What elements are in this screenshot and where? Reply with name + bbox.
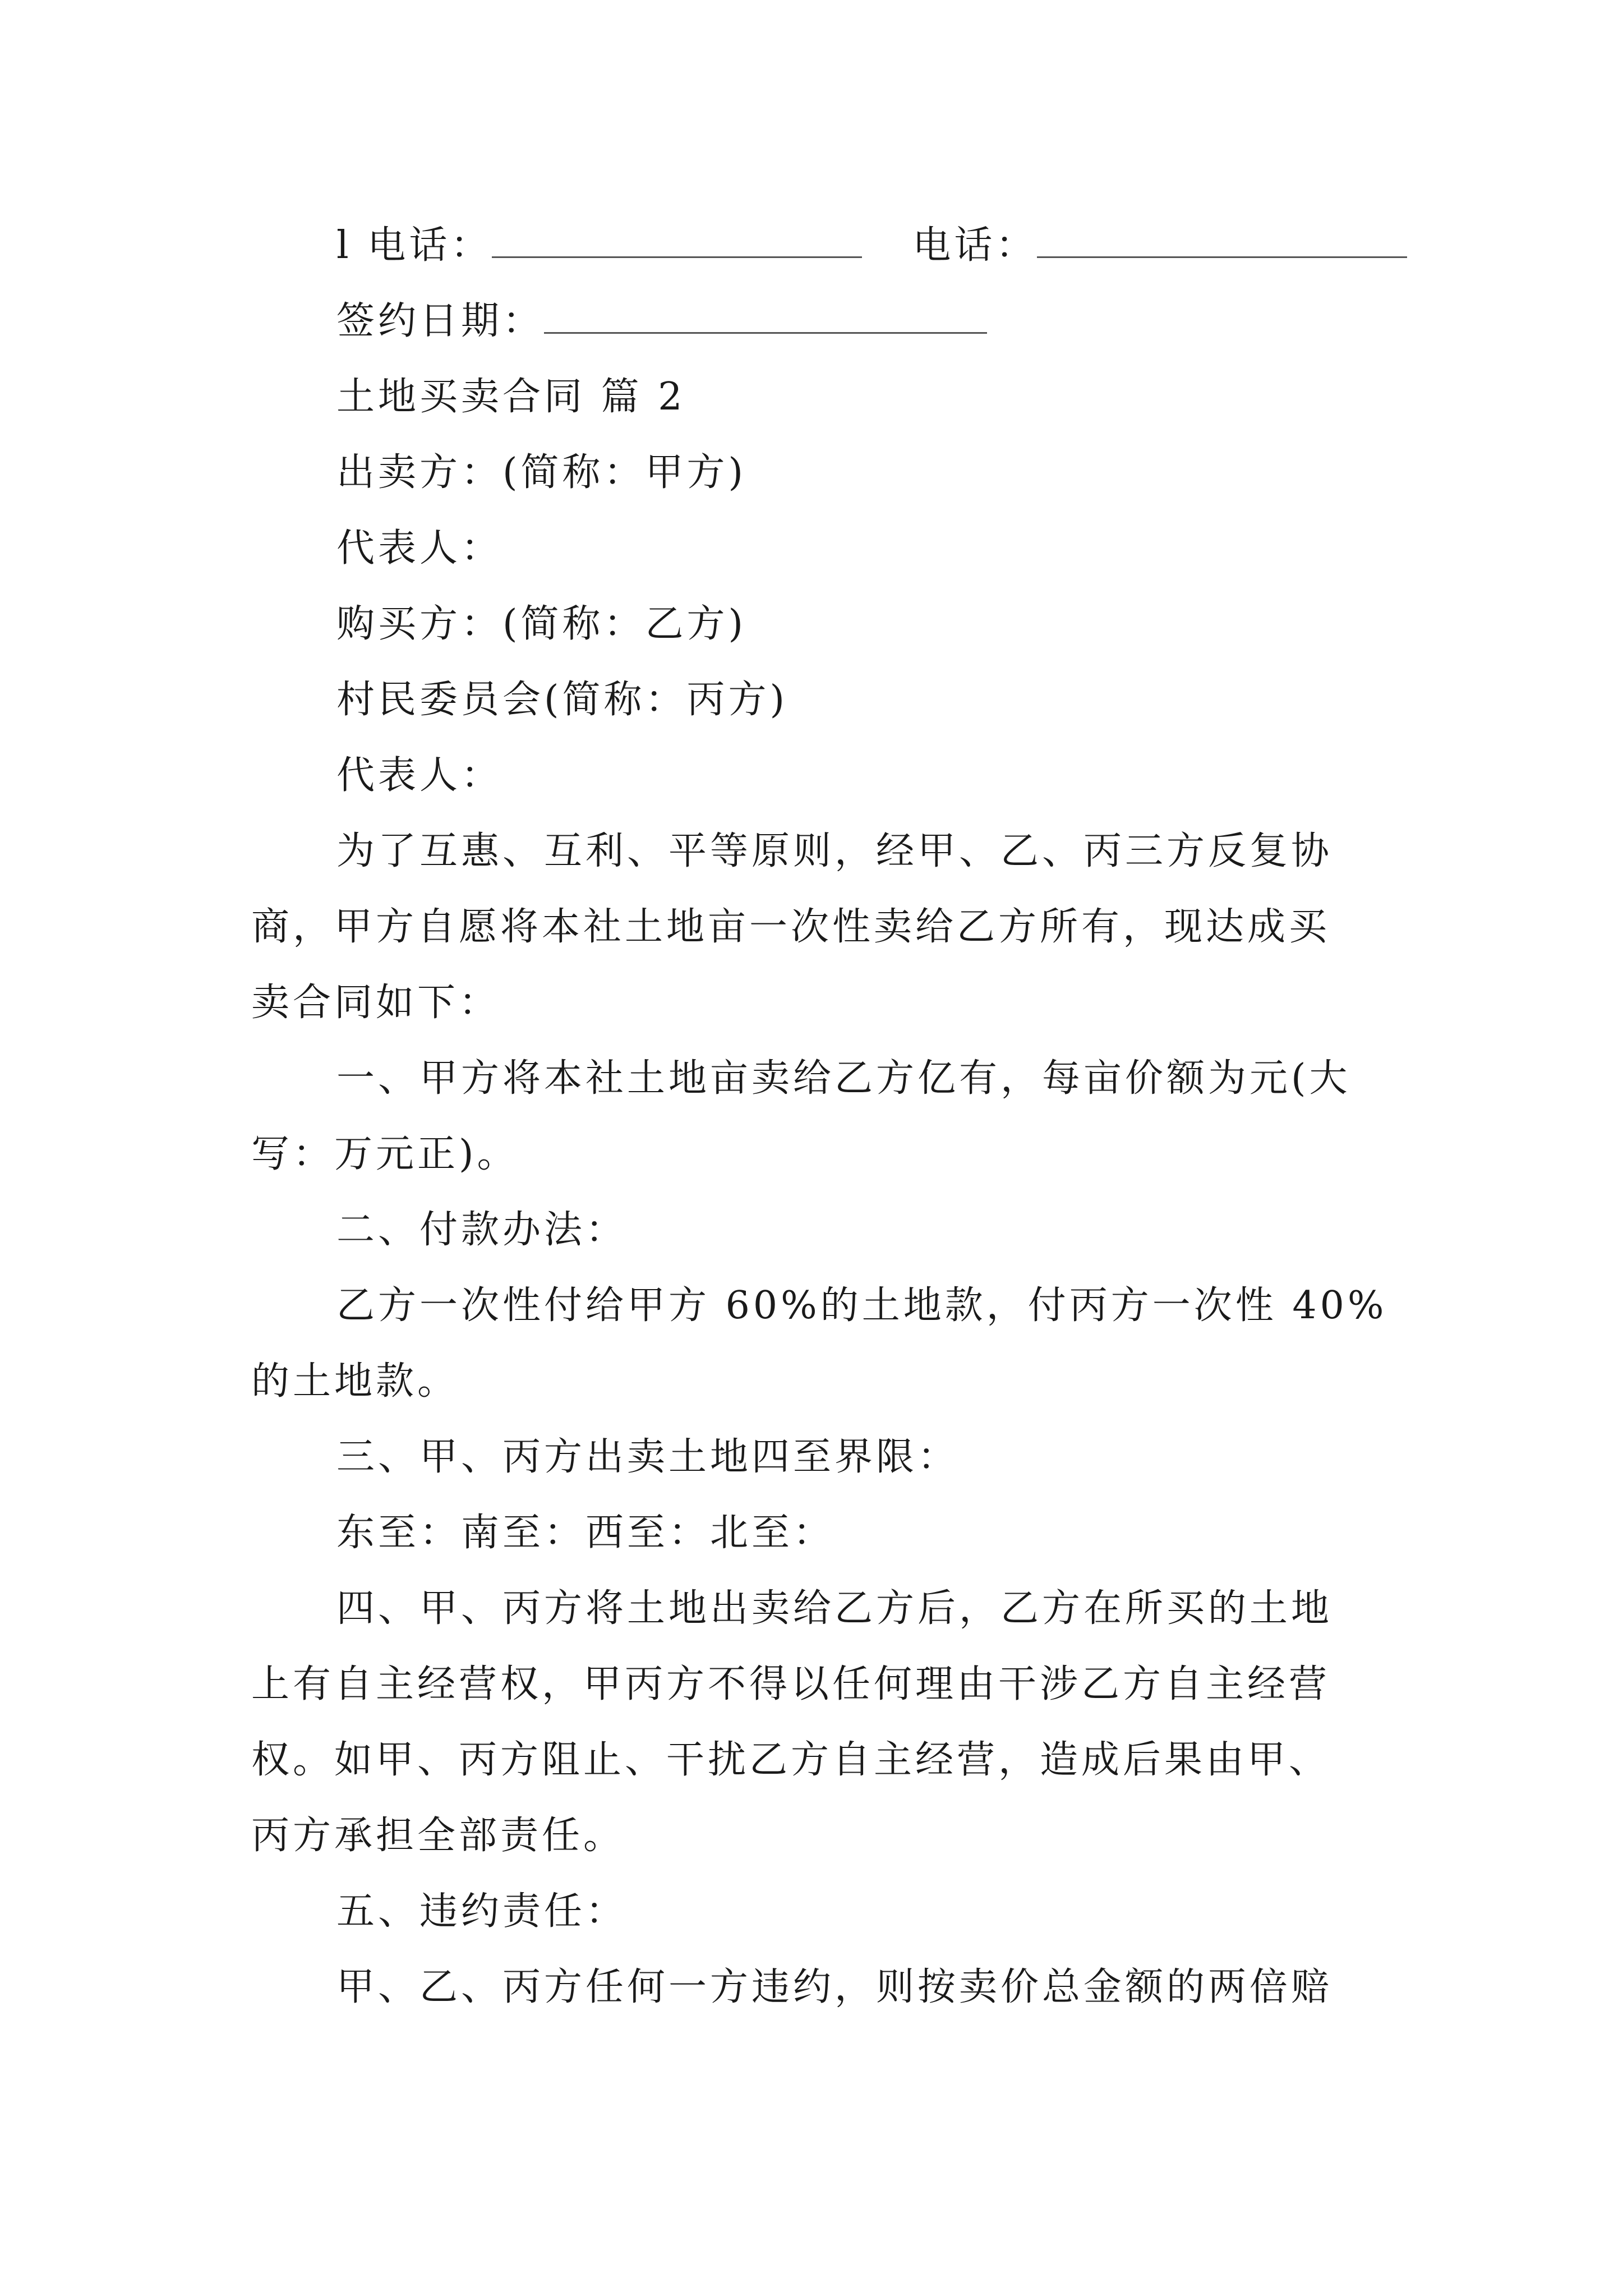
paragraph-line: 商，甲方自愿将本社土地亩一次性卖给乙方所有，现达成买 — [251, 905, 1331, 949]
date-row — [336, 299, 987, 344]
clause-four-cont: 上有自主经营权，甲丙方不得以任何理由干涉乙方自主经营 — [251, 1662, 1331, 1706]
village-committee-line: 村民委员会(简称：丙方) — [336, 678, 789, 722]
clause-three-heading: 三、甲、丙方出卖土地四至界限： — [336, 1435, 960, 1479]
clause-five-body: 甲、乙、丙方任何一方违约，则按卖价总金额的两倍赔 — [336, 1965, 1333, 2009]
phone-label-1: l 电话： — [336, 223, 492, 268]
clause-three-body: 东至：南至：西至：北至： — [336, 1511, 835, 1555]
clause-four-cont: 权。如甲、丙方阻止、干扰乙方自主经营，造成后果由甲、 — [251, 1738, 1331, 1782]
phone-label-2: 电话： — [912, 223, 1038, 268]
clause-four-cont: 丙方承担全部责任。 — [251, 1814, 625, 1858]
phone-blank-2 — [1037, 225, 1407, 258]
date-label: 签约日期： — [336, 299, 545, 343]
phone-blank-1 — [492, 225, 862, 258]
seller-line: 出卖方：(简称：甲方) — [336, 450, 747, 495]
clause-two-body-cont: 的土地款。 — [251, 1359, 459, 1404]
phone-row — [336, 223, 1407, 268]
clause-two-body: 乙方一次性付给甲方 60%的土地款，付丙方一次性 40% — [336, 1283, 1387, 1328]
clause-four: 四、甲、丙方将土地出卖给乙方后，乙方在所买的土地 — [336, 1586, 1333, 1631]
paragraph-line: 为了互惠、互利、平等原则，经甲、乙、丙三方反复协 — [336, 829, 1333, 873]
clause-five-heading: 五、违约责任： — [336, 1889, 628, 1934]
committee-representative: 代表人： — [336, 753, 503, 798]
clause-one-cont: 写：万元正)。 — [251, 1132, 519, 1176]
seller-representative: 代表人： — [336, 526, 503, 570]
paragraph-line: 卖合同如下： — [251, 981, 501, 1025]
clause-two-heading: 二、付款办法： — [336, 1208, 628, 1252]
buyer-line: 购买方：(简称：乙方) — [336, 602, 747, 646]
contract-title: 土地买卖合同 篇 2 — [336, 375, 686, 419]
date-blank — [544, 301, 987, 334]
clause-one: 一、甲方将本社土地亩卖给乙方亿有，每亩价额为元(大 — [336, 1056, 1351, 1101]
